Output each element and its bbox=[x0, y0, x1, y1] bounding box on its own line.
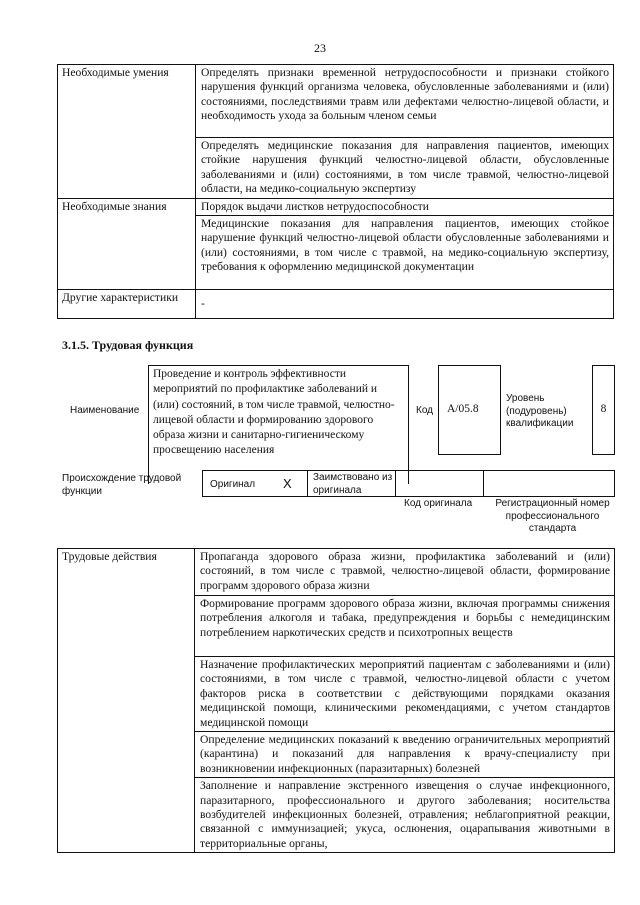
original-mark: X bbox=[283, 476, 292, 491]
table-cell-text: Пропаганда здорового образа жизни, профилактика заболеваний и (или) состояний, в том числе с травмой, челюстно-лицевой области, формирование программ здорового образа жизни bbox=[195, 549, 615, 596]
original-label: Оригинал bbox=[210, 479, 256, 490]
table-cell-text: - bbox=[196, 290, 614, 319]
borrowed-label: Заимствовано из оригинала bbox=[313, 472, 393, 496]
level-value: 8 bbox=[600, 403, 607, 415]
function-name-text: Проведение и контроль эффективности мероприятий по профилактике заболеваний и (или) состояний, в том числе травмой, челюстно-лицевой области и формированию здорового образа жизни и санитарно-гигиеническому просвещению населения bbox=[153, 368, 395, 457]
code-original-caption: Код оригинала bbox=[404, 498, 473, 509]
table-row bbox=[58, 290, 614, 319]
table-row bbox=[58, 198, 614, 215]
level-label: Уровень (подуровень) квалификации bbox=[506, 393, 574, 429]
code-box bbox=[438, 365, 501, 455]
reg-number-caption: Регистрационный номер профессионального стандарта bbox=[495, 498, 610, 534]
table-row bbox=[58, 549, 615, 596]
labor-actions-table bbox=[57, 548, 615, 853]
row-label-labor-actions: Трудовые действия bbox=[58, 549, 195, 853]
origin-row bbox=[202, 470, 615, 497]
table-row bbox=[58, 65, 614, 138]
row-label-knowledge: Необходимые знания bbox=[58, 198, 196, 289]
origin-label: Происхождение трудовой функции bbox=[62, 473, 182, 497]
page-number: 23 bbox=[314, 41, 326, 55]
code-label: Код bbox=[416, 405, 434, 416]
table-cell-text: Определять медицинские показания для направления пациентов, имеющих стойкие нарушения функций челюстно-лицевой области, обусловленные заболеваниями и (или) состояниями, в том числе травмой, челюстно-лицевой области, на медико-социальную экспертизу bbox=[196, 138, 614, 199]
code-value: A/05.8 bbox=[447, 403, 479, 415]
section-heading: 3.1.5. Трудовая функция bbox=[62, 338, 194, 352]
table-cell-text: Назначение профилактических мероприятий пациентам с заболеваниями и (или) состояниями, в том числе с травмой, челюстно-лицевой области с учетом факторов риска в соответствии с действующими порядками оказания медицинской помощи, клиническими рекомендациями, с учетом стандартов медицинской помощи bbox=[195, 657, 615, 732]
cell-divider bbox=[307, 471, 308, 496]
table-cell-text: Заполнение и направление экстренного извещения о случае инфекционного, паразитарного, профессионального и другого заболевания; носительства возбудителей инфекционных болезней, отравления; неблагоприятной реакции, связанной с иммунизацией; укуса, ослюнения, оцарапывания животными в территориальные органы, bbox=[195, 778, 615, 853]
table-cell-text: Медицинские показания для направления пациентов, имеющих стойкое нарушение функций челюстно-лицевой области обусловленные заболеваниями и (или) состояниями, в том числе с травмой, на медико-социальную экспертизу, требования к оформлению медицинской документации bbox=[196, 216, 614, 290]
cell-divider bbox=[483, 471, 484, 496]
skills-knowledge-table bbox=[57, 64, 614, 319]
level-box bbox=[592, 365, 615, 455]
cell-divider bbox=[395, 471, 396, 496]
table-cell-text: Определение медицинских показаний к введению ограничительных мероприятий (карантина) и показаний для направления к врачу-специалисту при возникновении инфекционных (паразитарных) болезней bbox=[195, 732, 615, 778]
row-label-skills: Необходимые умения bbox=[58, 65, 196, 199]
table-cell-text: Порядок выдачи листков нетрудоспособности bbox=[196, 198, 614, 215]
table-cell-text: Определять признаки временной нетрудоспособности и признаки стойкого нарушения функций организма человека, обусловленные заболеваниями и (или) состояниями, последствиями травм или дефектами челюстно-лицевой области, и необходимость ухода за больным членом семьи bbox=[196, 65, 614, 138]
row-label-other: Другие характеристики bbox=[58, 290, 196, 319]
name-label: Наименование bbox=[70, 405, 140, 416]
table-cell-text: Формирование программ здорового образа жизни, включая программы снижения потребления алкоголя и табака, предупреждения и борьбы с немедицинским потреблением наркотических средств и психотропных веществ bbox=[195, 596, 615, 657]
function-name-box bbox=[148, 365, 409, 484]
